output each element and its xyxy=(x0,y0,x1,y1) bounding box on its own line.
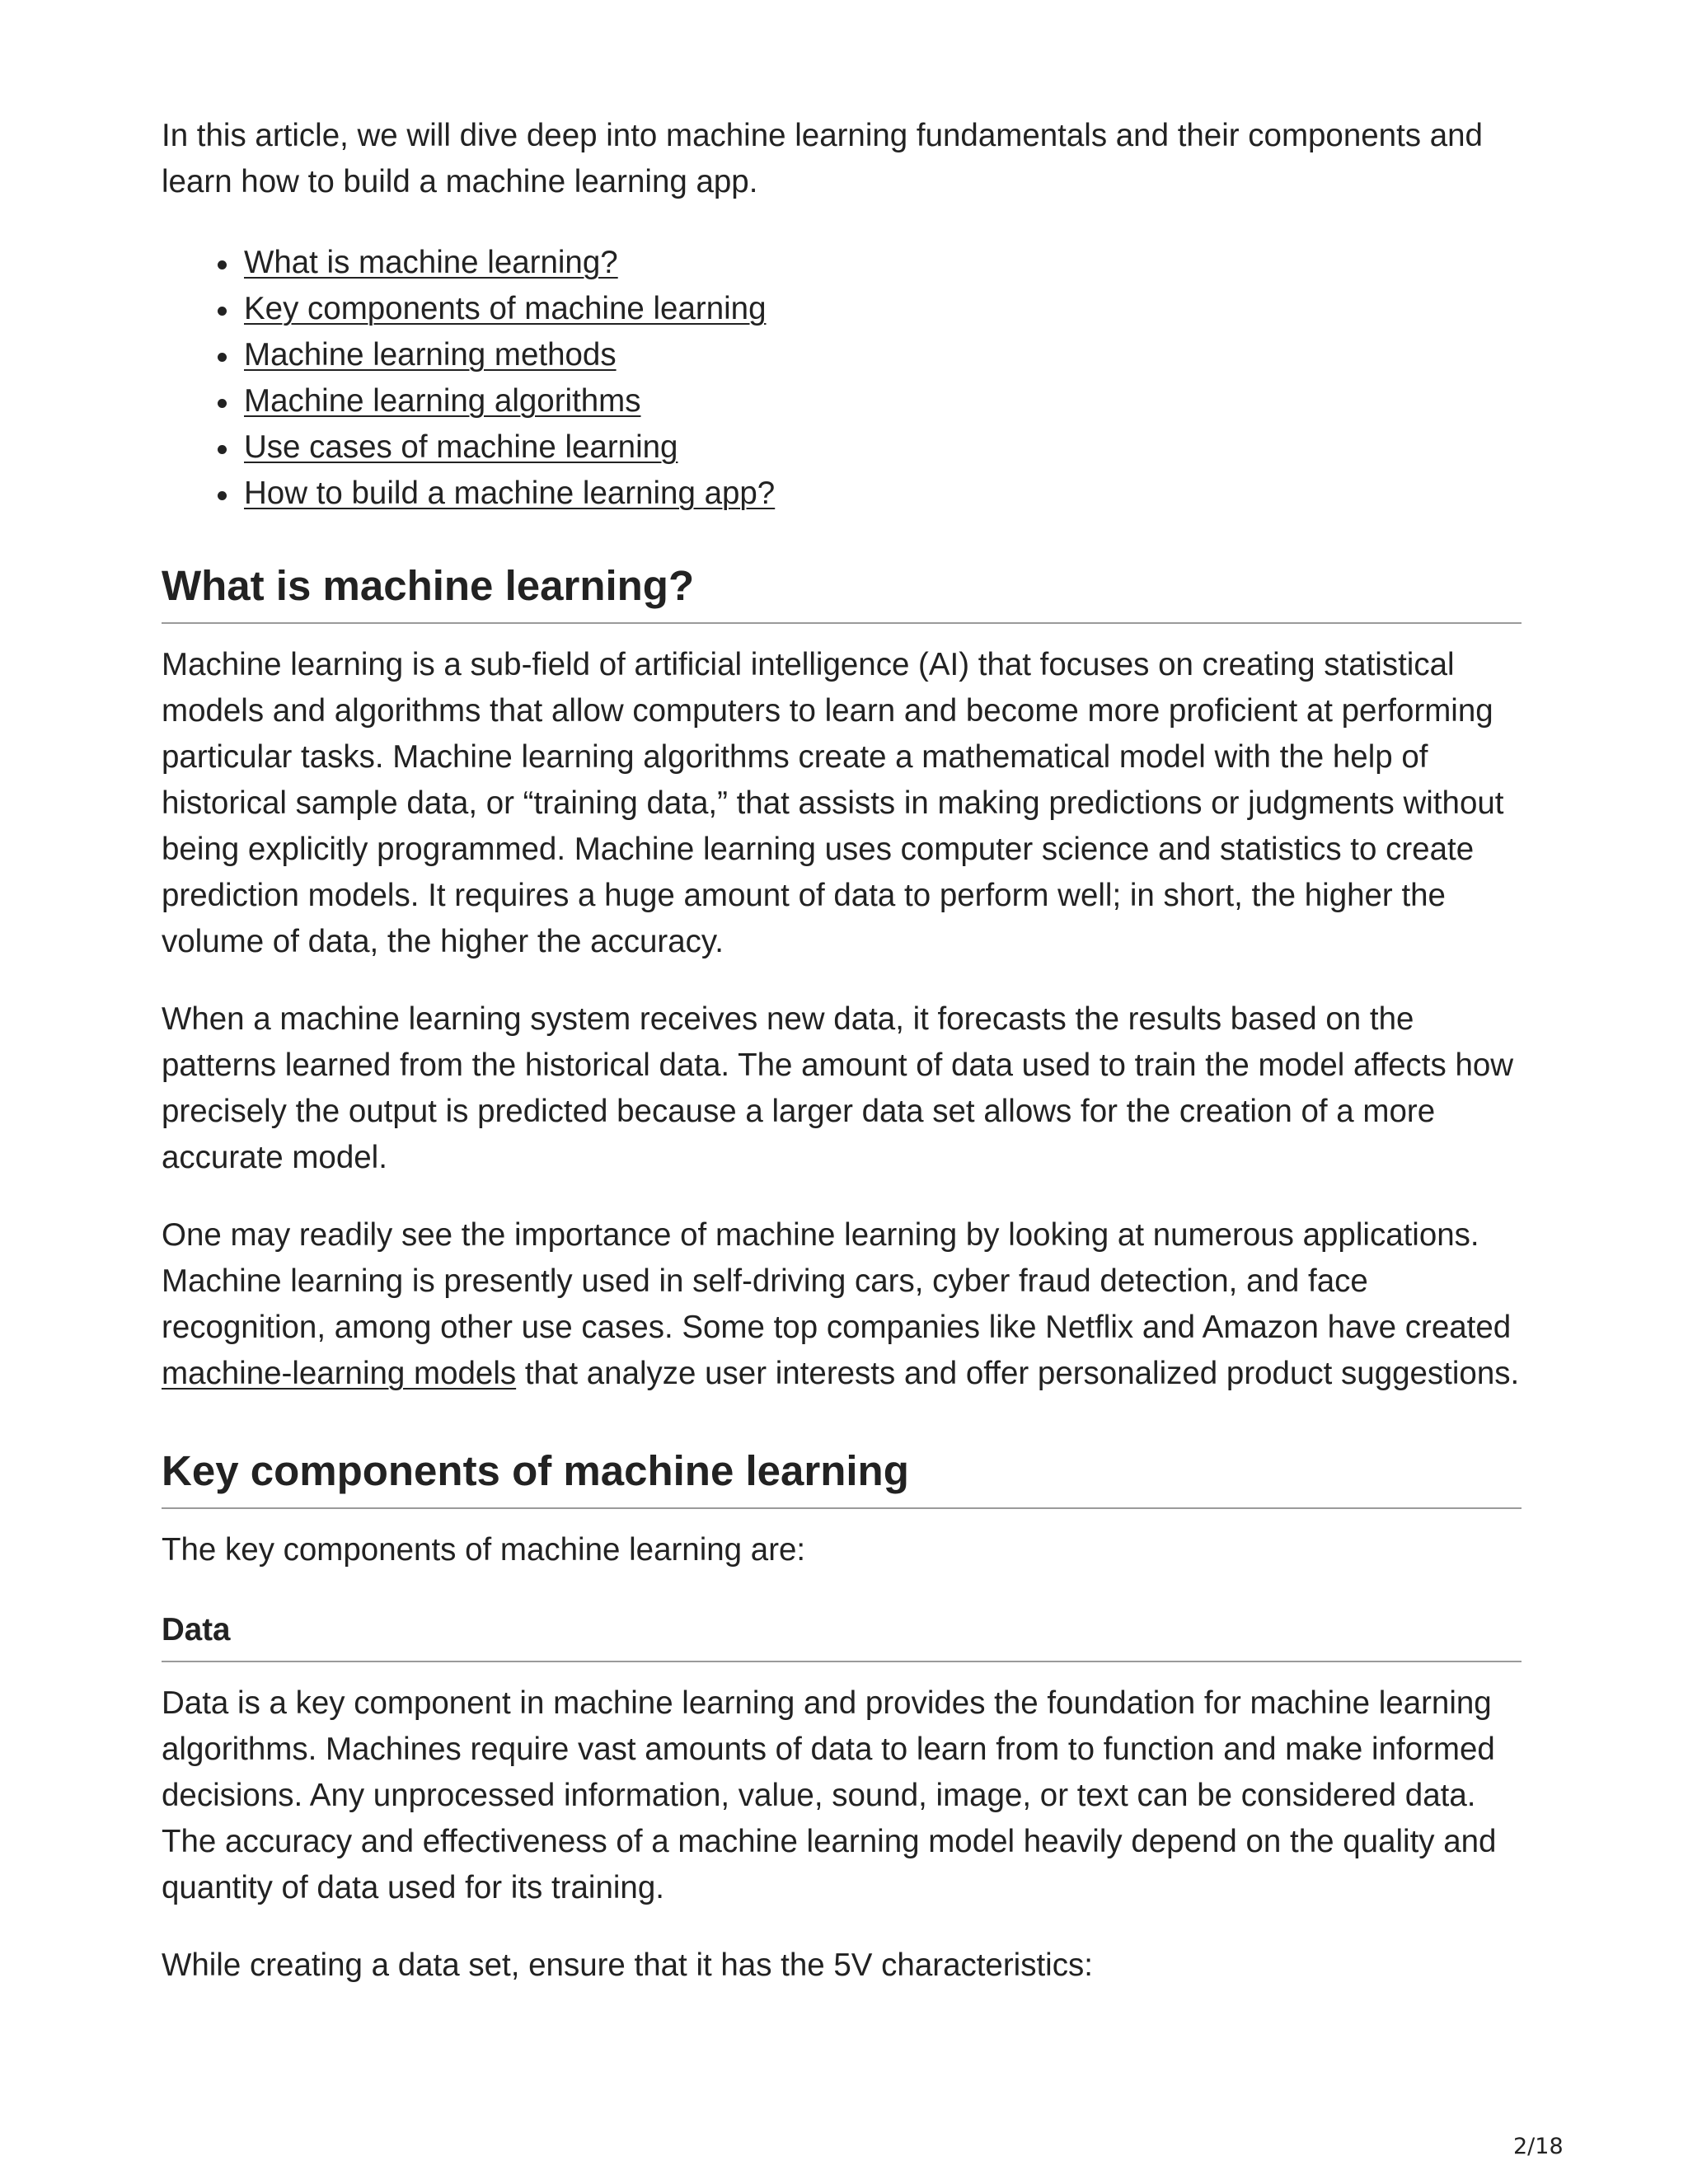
toc-link-what-is-ml[interactable]: What is machine learning? xyxy=(244,245,618,280)
toc-link-ml-methods[interactable]: Machine learning methods xyxy=(244,337,617,373)
section1-paragraph-2: When a machine learning system receives new data, it forecasts the results based on the patterns learned from the historical data. The amount of data used to train the model affects how precisely the output is predicted because a larger data set allows for the creation of a more accurate model. xyxy=(162,1001,1514,1175)
toc-item xyxy=(162,378,1522,424)
toc-item xyxy=(162,424,1522,471)
intro-paragraph: In this article, we will dive deep into machine learning fundamentals and their components and learn how to build a machine learning app. xyxy=(162,118,1483,199)
toc-link-ml-algorithms[interactable]: Machine learning algorithms xyxy=(244,383,641,419)
section-heading-key-components: Key components of machine learning xyxy=(162,1445,1522,1509)
toc-link-use-cases[interactable]: Use cases of machine learning xyxy=(244,429,678,465)
toc-item xyxy=(162,286,1522,332)
section2-intro-paragraph: The key components of machine learning are: xyxy=(162,1532,806,1568)
toc-link-key-components[interactable]: Key components of machine learning xyxy=(244,291,767,326)
article-body xyxy=(162,113,1522,1989)
table-of-contents xyxy=(162,240,1522,517)
section-heading-what-is-ml: What is machine learning? xyxy=(162,560,1522,624)
section1-paragraph-3 xyxy=(162,1212,1522,1397)
toc-item xyxy=(162,332,1522,378)
section1-paragraph-3-text-start: One may readily see the importance of machine learning by looking at numerous applications. Machine learning is presently used in self-driving cars, cyber fraud detection, and face recognition, among other use cases. Some top companies like Netflix and Amazon have created xyxy=(162,1217,1512,1345)
toc-item xyxy=(162,471,1522,517)
ml-models-link[interactable]: machine-learning models xyxy=(162,1356,517,1391)
section1-paragraph-1: Machine learning is a sub-field of artificial intelligence (AI) that focuses on creating statistical models and algorithms that allow computers to learn and become more proficient at performing particular tasks. Machine learning algorithms create a mathematical model with the help of historical sample data, or “training data,” that assists in making predictions or judgments without being explicitly programmed. Machine learning uses computer science and statistics to create prediction models. It requires a huge amount of data to perform well; in short, the higher the volume of data, the higher the accuracy. xyxy=(162,647,1504,959)
data-paragraph-1: Data is a key component in machine learning and provides the foundation for machine learning algorithms. Machines require vast amounts of data to learn from to function and make informed decisions. Any unprocessed information, value, sound, image, or text can be considered data. The accuracy and effectiveness of a machine learning model heavily depend on the quality and quantity of data used for its training. xyxy=(162,1685,1497,1905)
subsection-heading-data: Data xyxy=(162,1610,1522,1662)
data-paragraph-2: While creating a data set, ensure that it has the 5V characteristics: xyxy=(162,1947,1093,1983)
section1-paragraph-3-text-end: that analyze user interests and offer personalized product suggestions. xyxy=(516,1356,1520,1391)
toc-item xyxy=(162,240,1522,286)
toc-link-build-app[interactable]: How to build a machine learning app? xyxy=(244,476,776,511)
page-number: 2/18 xyxy=(1513,2134,1564,2159)
